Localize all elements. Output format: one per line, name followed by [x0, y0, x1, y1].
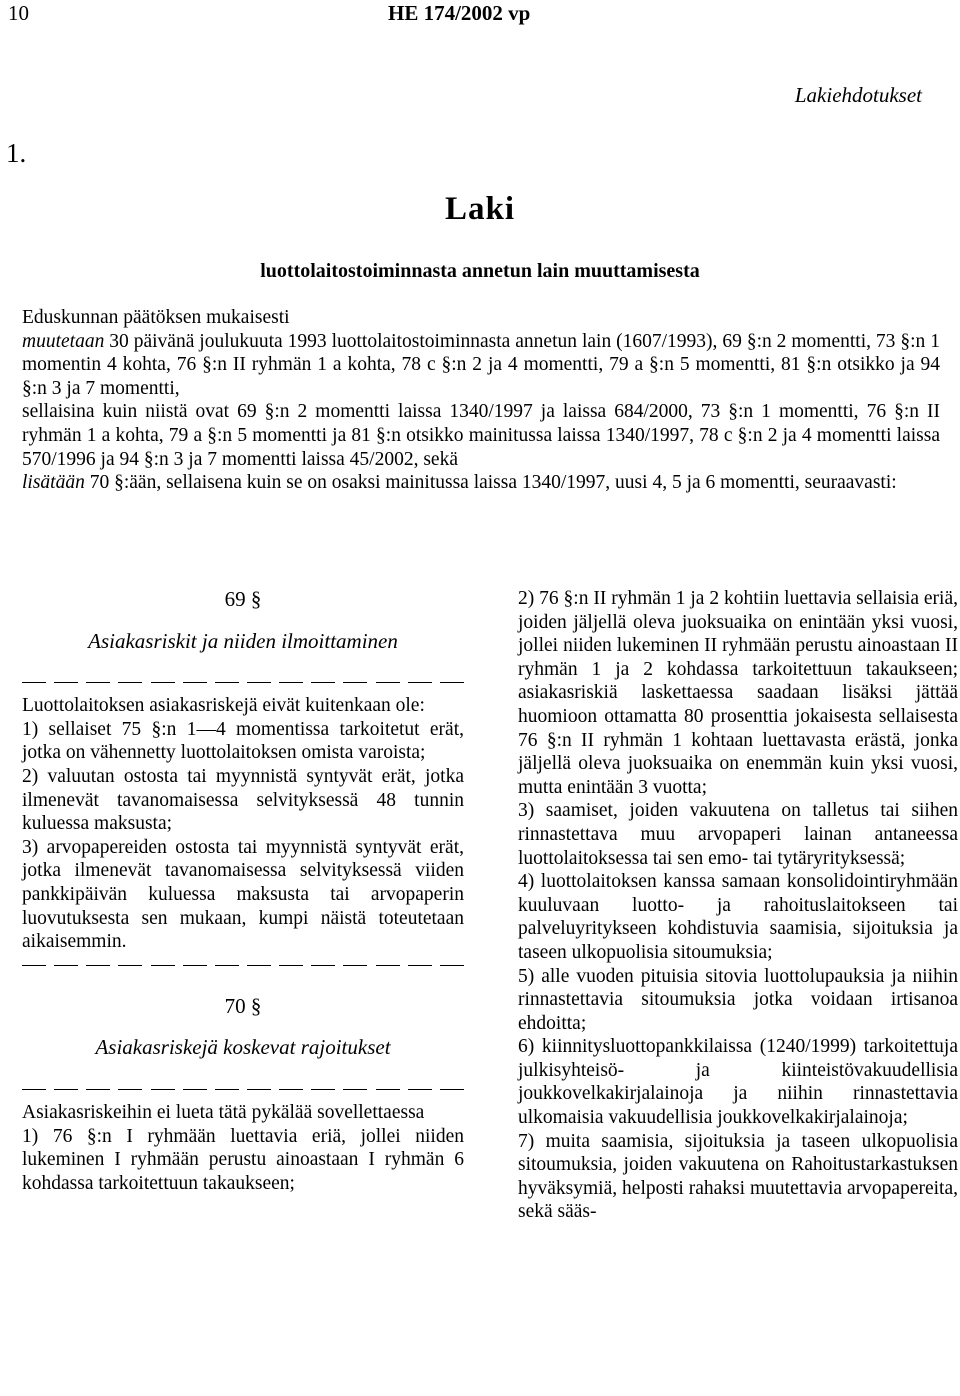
preamble-intro: Eduskunnan päätöksen mukaisesti: [22, 307, 290, 328]
omission-dashes: [22, 671, 464, 694]
section-70-title: Asiakasriskejä koskevat rajoitukset: [95, 1035, 391, 1060]
section-70-paragraph: 6) kiinnitysluottopankkilaissa (1240/1999) tarkoitettuja julkisyhteisö- ja kiinteistövakuudellisia joukkovelkakirjalainoja ja niihin rinnastettavia ulkomaisia vakuudellisia joukkovelkakirjalainoja;: [518, 1036, 958, 1129]
section-70-paragraph: Asiakasriskeihin ei lueta tätä pykälää sovellettaessa: [22, 1101, 425, 1123]
section-69-paragraph: Luottolaitoksen asiakasriskejä eivät kuitenkaan ole:: [22, 695, 425, 717]
preamble-amend-detail: sellaisina kuin niistä ovat 69 §:n 2 momentti laissa 1340/1997 ja laissa 684/2000, 73 §:n 1 momentti, 76 §:n II ryhmän 1 a kohta, 79 a §:n 5 momentti ja 81 §:n otsikko mainitussa laissa 1340/1997, 78 c §:n 2 ja 4 momentti laissa 570/1996 ja 94 §:n 3 ja 7 momentti laissa 45/2002, sekä: [22, 401, 940, 470]
amend-keyword: muutetaan: [22, 330, 105, 352]
section-70-paragraph: 2) 76 §:n II ryhmän 1 ja 2 kohtiin luettavia sellaisia eriä, joiden jäljellä oleva juoksuaika on enintään yksi vuosi, jollei niiden lukeminen II ryhmään perustu ainoastaan II ryhmän 1 ja 2 kohdassa tarkoitettuun takaukseen; asiakasriskiä laskettaessa saadaan lisäksi jättää huomioon ottamatta 80 prosenttia jokaisesta sellaisesta 76 §:n II ryhmän 1 kohtaan luettavasta erästä, jonka jäljellä oleva juoksuaika on enemmän kuin yksi vuosi, mutta enintään 3 vuotta;: [518, 588, 958, 798]
page-number: 10: [8, 1, 29, 25]
section-70-paragraph: 5) alle vuoden pituisia sitovia luottolupauksia ja niihin rinnastettavia sitoumuksia jotka voidaan irtisanoa ehdoitta;: [518, 965, 958, 1034]
right-column: [518, 587, 958, 1224]
law-number: 1.: [6, 138, 27, 168]
add-text: 70 §:ään, sellaisena kuin se on osaksi mainitussa laissa 1340/1997, uusi 4, 5 ja 6 momentti, seuraavasti:: [84, 472, 897, 494]
left-column: [22, 588, 464, 1195]
section-70-paragraph: 3) saamiset, joiden vakuutena on talletus tai siihen rinnastettava muu arvopaperi lainan antaneessa luottolaitoksessa tai sen emo- tai tytäryrityksessä;: [518, 800, 958, 869]
section-70-paragraph: 7) muita saamisia, sijoituksia ja taseen ulkopuolisia sitoumuksia, joiden vakuutena on Rahoitustarkastuksen hyväksymiä, helposti rahaksi muutettavia arvopapereita, sekä sääs-: [518, 1130, 958, 1223]
law-title: Laki: [444, 191, 516, 227]
section-69-paragraph: 2) valuutan ostosta tai myynnistä syntyvät erät, jotka ilmenevät tavanomaisessa selvityksessä 48 tunnin kuluessa maksusta;: [22, 765, 464, 835]
section-69-title: Asiakasriskit ja niiden ilmoittaminen: [88, 628, 398, 653]
section-69-paragraph: 3) arvopapereiden ostosta tai myynnistä syntyvät erät, jotka ilmenevät tavanomaisessa selvityksessä viiden pankkipäivän kuluessa maksusta tai arvopaperin luovutuksesta sen mukaan, kumpi näistä toteutetaan aikaisemmin.: [22, 836, 464, 953]
document-kind: Lakiehdotukset: [794, 83, 922, 107]
document-id: HE 174/2002 vp: [388, 1, 531, 25]
section-70-paragraph: 4) luottolaitoksen kanssa samaan konsolidointiryhmään kuuluvaan luotto- ja rahoituslaitokseen tai palveluyritykseen kohdistuvia saamisia, sijoituksia ja taseen ulkopuolisia sitoumuksia;: [518, 871, 958, 963]
section-70-paragraph: 1) 76 §:n I ryhmään luettavia eriä, jollei niiden lukeminen I ryhmään perustu ainoastaan I ryhmän 6 kohdassa tarkoitettuun takaukseen;: [22, 1125, 464, 1194]
section-70-number: 70 §: [224, 993, 262, 1018]
add-keyword: lisätään: [22, 472, 85, 494]
omission-dashes: [22, 954, 464, 977]
section-69-paragraph: 1) sellaiset 75 §:n 1—4 momentissa tarkoitetut erät, jotka on vähennetty luottolaitoksen omista varoista;: [22, 718, 464, 764]
omission-dashes: [22, 1078, 464, 1101]
section-69-number: 69 §: [224, 587, 262, 611]
preamble-amend: [22, 330, 940, 401]
amend-text: 30 päivänä joulukuuta 1993 luottolaitostoiminnasta annetun lain (1607/1993), 69 §:n 2 momentti, 73 §:n 1 momentin 4 kohta, 76 §:n II ryhmän 1 a kohta, 78 c §:n 2 ja 4 momentti, 79 a §:n 5 momentti, 81 §:n otsikko ja 94 §:n 3 ja 7 momentti,: [22, 330, 940, 399]
preamble: [22, 306, 940, 495]
law-subtitle: luottolaitostoiminnasta annetun lain muuttamisesta: [260, 260, 700, 282]
preamble-add: [22, 471, 940, 495]
